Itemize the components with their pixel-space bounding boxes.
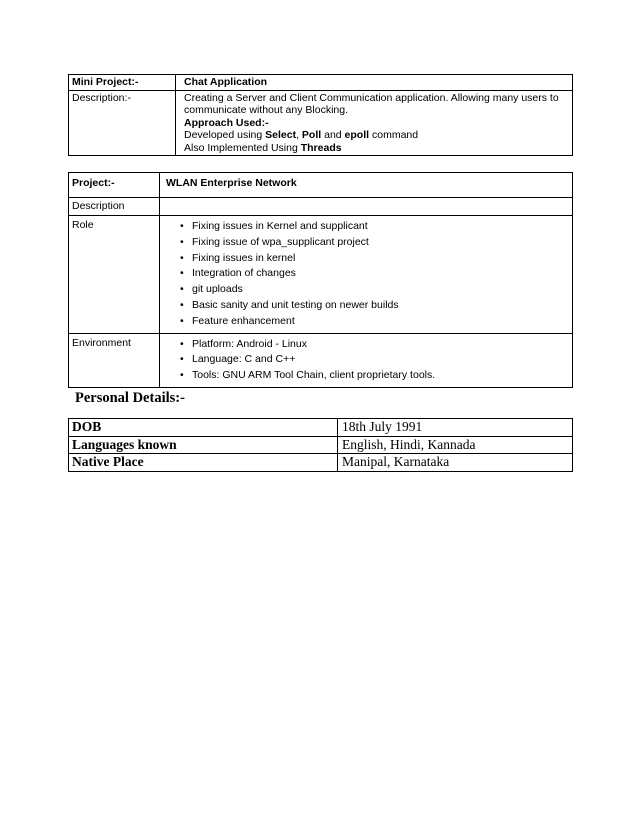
project-environment-row — [69, 333, 573, 387]
project-environment-label: Environment — [69, 333, 160, 387]
mini-project-header-row — [69, 75, 573, 91]
mini-project-description-row — [69, 90, 573, 156]
list-item: • Basic sanity and unit testing on newer builds — [180, 298, 566, 314]
project-header-row — [69, 173, 573, 198]
developed-using-line: Developed using Select, Poll and epoll command — [184, 129, 419, 141]
dob-label: DOB — [69, 419, 338, 437]
list-item: • Fixing issue of wpa_supplicant project — [180, 235, 566, 251]
mini-project-description-label: Description:- — [69, 90, 176, 156]
project-role-row — [69, 216, 573, 334]
table-row — [69, 436, 573, 454]
native-place-value: Manipal, Karnataka — [338, 454, 573, 472]
list-item: • Fixing issues in kernel — [180, 251, 566, 267]
project-description-value — [160, 198, 573, 216]
project-description-label: Description — [69, 198, 160, 216]
project-table — [68, 172, 573, 388]
project-role-label: Role — [69, 216, 160, 334]
mini-project-table — [68, 74, 573, 156]
personal-details-heading: Personal Details:- — [75, 390, 185, 406]
project-label: Project:- — [69, 173, 160, 198]
mini-project-description: Creating a Server and Client Communication application. Allowing many users to communicate without any Blocking. — [184, 91, 559, 116]
table-row — [69, 419, 573, 437]
also-implemented-line: Also Implemented Using Threads — [184, 141, 342, 154]
project-title: WLAN Enterprise Network — [160, 173, 573, 198]
dob-value: 18th July 1991 — [338, 419, 573, 437]
table-row — [69, 454, 573, 472]
mini-project-label: Mini Project:- — [69, 75, 176, 91]
list-item: • Tools: GNU ARM Tool Chain, client proprietary tools. — [180, 368, 566, 384]
list-item: • Feature enhancement — [180, 314, 566, 330]
native-place-label: Native Place — [69, 454, 338, 472]
role-list — [166, 219, 566, 330]
list-item: • git uploads — [180, 282, 566, 298]
list-item: • Platform: Android - Linux — [180, 337, 566, 353]
list-item: • Fixing issues in Kernel and supplicant — [180, 219, 566, 235]
mini-project-description-cell — [176, 90, 573, 156]
mini-project-title: Chat Application — [176, 75, 573, 91]
list-item: • Integration of changes — [180, 266, 566, 282]
list-item: • Language: C and C++ — [180, 352, 566, 368]
personal-details-table — [68, 418, 573, 472]
languages-value: English, Hindi, Kannada — [338, 436, 573, 454]
approach-used-label: Approach Used:- — [184, 116, 269, 129]
environment-list — [166, 337, 566, 384]
languages-label: Languages known — [69, 436, 338, 454]
project-description-row — [69, 198, 573, 216]
